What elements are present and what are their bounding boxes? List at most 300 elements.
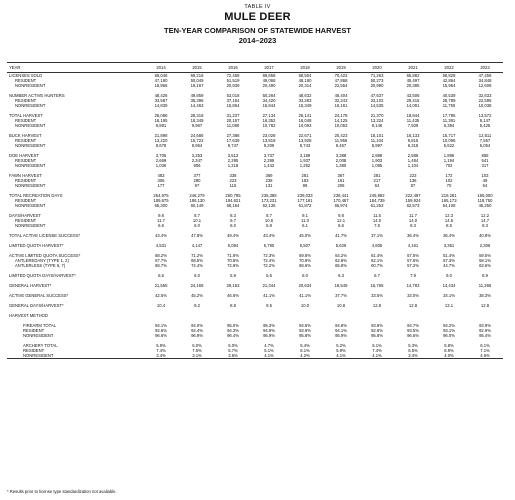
cell-value: 173,231 bbox=[261, 198, 277, 203]
cell-value: 1,036 bbox=[155, 163, 167, 168]
cell-value: 68.7% bbox=[155, 263, 167, 268]
cell-value: 7.4% bbox=[156, 348, 166, 353]
cell-value: 69.8% bbox=[299, 253, 311, 258]
cell-value: 47,180 bbox=[154, 78, 168, 83]
cell-value: 11,750 bbox=[442, 103, 456, 108]
cell-value: 5,084 bbox=[227, 243, 239, 248]
cell-value: 20,157 bbox=[226, 118, 240, 123]
cell-value: 14.0 bbox=[408, 218, 418, 223]
row-label: ACTIVE LIMITED QUOTA SUCCESS* bbox=[9, 253, 81, 258]
row-label: NONRESIDENT bbox=[15, 163, 46, 168]
cell-value: 60,149 bbox=[190, 203, 204, 208]
table-row bbox=[7, 353, 503, 359]
row-label: RESIDENT bbox=[15, 98, 37, 103]
cell-value: 95.9% bbox=[335, 333, 347, 338]
cell-value: 94.7% bbox=[407, 323, 419, 328]
cell-value: 21,344 bbox=[262, 283, 276, 288]
cell-value: 177 bbox=[157, 183, 165, 188]
cell-value: 4.2% bbox=[287, 353, 323, 359]
cell-value: 13,928 bbox=[298, 138, 312, 143]
cell-value: 1,218 bbox=[227, 163, 239, 168]
cell-value: 44.7% bbox=[443, 263, 455, 268]
cell-value: 49,068 bbox=[262, 78, 276, 83]
cell-value: 72,458 bbox=[226, 73, 240, 78]
cell-value: 6.6 bbox=[158, 223, 164, 228]
cell-value: 66,046 bbox=[154, 73, 168, 78]
row-label: NONRESIDENT bbox=[23, 333, 54, 338]
cell-value: 14,535 bbox=[370, 103, 384, 108]
row-label: RESIDENT bbox=[15, 198, 37, 203]
cell-value: 12.2 bbox=[480, 213, 490, 218]
cell-value: 239,033 bbox=[297, 193, 313, 198]
cell-value: 6.5% bbox=[408, 348, 418, 353]
row-label: RESIDENT bbox=[15, 158, 37, 163]
cell-value: 58,828 bbox=[442, 73, 456, 78]
row-label: RESIDENT bbox=[15, 178, 37, 183]
cell-value: 8.5 bbox=[446, 223, 452, 228]
cell-value: 49,859 bbox=[190, 93, 204, 98]
cell-value: 10,053 bbox=[334, 123, 348, 128]
cell-value: 93.9% bbox=[479, 323, 491, 328]
cell-value: 119,750 bbox=[477, 198, 493, 203]
cell-value: 48,404 bbox=[334, 93, 348, 98]
cell-value: 68.2% bbox=[155, 253, 167, 258]
cell-value: 223 bbox=[229, 178, 237, 183]
cell-value: 26,086 bbox=[154, 113, 168, 118]
cell-value: 37.1% bbox=[371, 233, 383, 238]
cell-value: 194,621 bbox=[225, 198, 241, 203]
cell-value: 1,937 bbox=[299, 158, 311, 163]
cell-value: 11.7 bbox=[157, 218, 165, 223]
cell-value: 4,531 bbox=[155, 243, 167, 248]
cell-value: 68,504 bbox=[298, 73, 312, 78]
row-label: NONRESIDENT bbox=[7, 353, 143, 359]
cell-value: 27,386 bbox=[226, 133, 240, 138]
cell-value: 50,264 bbox=[262, 93, 276, 98]
cell-value: 5.9 bbox=[230, 273, 236, 278]
cell-value: 338 bbox=[229, 173, 237, 178]
cell-value: 94.2% bbox=[443, 323, 455, 328]
cell-value: 65.8% bbox=[335, 263, 347, 268]
cell-value: 51,519 bbox=[226, 78, 240, 83]
cell-value: 7.1% bbox=[480, 348, 490, 353]
cell-value: 67.7% bbox=[155, 258, 167, 263]
cell-value: 50,273 bbox=[370, 78, 384, 83]
cell-value: 172 bbox=[445, 173, 453, 178]
cell-value: 34,420 bbox=[262, 98, 276, 103]
cell-value: 12.1 bbox=[336, 218, 346, 223]
year-header: 2022 bbox=[431, 63, 467, 73]
year-header: 2015 bbox=[179, 63, 215, 73]
year-column-header: YEAR bbox=[7, 63, 143, 73]
cell-value: 68.6% bbox=[299, 263, 311, 268]
cell-value: 238 bbox=[265, 178, 273, 183]
cell-value: 92.6% bbox=[371, 328, 383, 333]
cell-value: 24,169 bbox=[190, 283, 204, 288]
cell-value: 14,125 bbox=[334, 118, 348, 123]
cell-value: 16,133 bbox=[406, 133, 420, 138]
cell-value: 97 bbox=[194, 183, 200, 188]
cell-value: 170,467 bbox=[333, 198, 349, 203]
cell-value: 1,896 bbox=[443, 153, 455, 158]
cell-value: 43.4% bbox=[155, 233, 167, 238]
cell-value: 7,509 bbox=[407, 123, 419, 128]
cell-value: 47.8% bbox=[191, 233, 203, 238]
cell-value: 20,634 bbox=[298, 283, 312, 288]
cell-value: 20,423 bbox=[334, 133, 348, 138]
cell-value: 18,866 bbox=[154, 83, 168, 88]
cell-value: 10,093 bbox=[298, 123, 312, 128]
cell-value: 43,506 bbox=[406, 93, 420, 98]
cell-value: 48,632 bbox=[298, 93, 312, 98]
cell-value: 16,048 bbox=[298, 118, 312, 123]
row-label: NONRESIDENT bbox=[15, 143, 46, 148]
cell-value: 4.1% bbox=[359, 353, 395, 359]
cell-value: 1,085 bbox=[371, 163, 383, 168]
cell-value: 254,975 bbox=[153, 193, 169, 198]
row-label: FAWN HARVEST bbox=[9, 173, 42, 178]
cell-value: 4,605 bbox=[371, 243, 383, 248]
cell-value: 42,864 bbox=[442, 78, 456, 83]
cell-value: 2,988 bbox=[371, 153, 383, 158]
cell-value: 94.3% bbox=[227, 328, 239, 333]
row-label: TOTAL ACTIVE LICENSE SUCCESS* bbox=[9, 233, 81, 238]
cell-value: 21,898 bbox=[154, 133, 168, 138]
cell-value: 74.4% bbox=[191, 263, 203, 268]
cell-value: 5.1% bbox=[264, 348, 274, 353]
cell-value: 38.3% bbox=[479, 293, 491, 298]
cell-value: 159,924 bbox=[405, 198, 421, 203]
cell-value: 94.1% bbox=[335, 328, 347, 333]
cell-value: 69,216 bbox=[190, 73, 204, 78]
cell-value: 7.6% bbox=[192, 348, 202, 353]
cell-value: 70.8% bbox=[227, 258, 239, 263]
cell-value: 9.0 bbox=[446, 273, 452, 278]
row-label: DOE HARVEST bbox=[9, 153, 39, 158]
cell-value: 57.3% bbox=[443, 258, 455, 263]
cell-value: 34,848 bbox=[478, 78, 492, 83]
cell-value: 5,790 bbox=[263, 243, 275, 248]
cell-value: 4,147 bbox=[191, 243, 203, 248]
cell-value: 13,220 bbox=[154, 138, 168, 143]
cell-value: 18,101 bbox=[370, 133, 384, 138]
cell-value: 8.8 bbox=[230, 303, 236, 308]
cell-value: 12.3 bbox=[444, 213, 454, 218]
cell-value: 15,717 bbox=[442, 133, 456, 138]
cell-value: 14,783 bbox=[406, 283, 420, 288]
cell-value: 14.7 bbox=[480, 218, 490, 223]
cell-value: 47,868 bbox=[334, 78, 348, 83]
cell-value: 19,167 bbox=[190, 83, 204, 88]
cell-value: 13.1 bbox=[444, 303, 454, 308]
cell-value: 2,586 bbox=[407, 153, 419, 158]
row-label: TOTAL RECREATION DAYS bbox=[9, 193, 63, 198]
cell-value: 24,686 bbox=[190, 133, 204, 138]
cell-value: 11,435 bbox=[406, 118, 420, 123]
cell-value: 235,388 bbox=[261, 193, 277, 198]
year-header: 2017 bbox=[251, 63, 287, 73]
cell-value: 4.1% bbox=[323, 353, 359, 359]
cell-value: 50,049 bbox=[190, 78, 204, 83]
cell-value: 246,279 bbox=[189, 193, 205, 198]
table-number: TABLE IV bbox=[244, 4, 271, 10]
cell-value: 24,178 bbox=[334, 113, 348, 118]
cell-value: 906 bbox=[193, 163, 201, 168]
cell-value: 72.4% bbox=[263, 258, 275, 263]
cell-value: 5.8 bbox=[266, 223, 272, 228]
cell-value: 98 bbox=[302, 183, 308, 188]
cell-value: 69,658 bbox=[262, 73, 276, 78]
row-label: BUCK HARVEST bbox=[9, 133, 42, 138]
cell-value: 5.2% bbox=[336, 343, 346, 348]
cell-value: 57.6% bbox=[407, 258, 419, 263]
row-label: LIMITED QUOTA DAYS/HARVEST* bbox=[9, 273, 76, 278]
cell-value: 72.3% bbox=[263, 253, 275, 258]
cell-value: 70.9% bbox=[299, 258, 311, 263]
row-label: GENERAL DAYS/HARVEST* bbox=[9, 303, 64, 308]
cell-value: 5.4% bbox=[300, 343, 310, 348]
cell-value: 6.1% bbox=[480, 343, 490, 348]
cell-value: 20,314 bbox=[298, 83, 312, 88]
cell-value: 11,080 bbox=[226, 123, 240, 128]
cell-value: 29,415 bbox=[406, 98, 420, 103]
cell-value: 96.6% bbox=[155, 333, 167, 338]
row-label: NONRESIDENT bbox=[15, 83, 46, 88]
harvest-table bbox=[7, 62, 503, 359]
cell-value: 48,190 bbox=[298, 78, 312, 83]
cell-value: 65,300 bbox=[154, 203, 168, 208]
cell-value: 10.1 bbox=[192, 218, 202, 223]
cell-value: 217 bbox=[373, 178, 381, 183]
page-subtitle: TEN-YEAR COMPARISON OF STATEWIDE HARVEST bbox=[164, 26, 351, 35]
cell-value: 92.9% bbox=[479, 328, 491, 333]
cell-value: 7.9 bbox=[410, 273, 416, 278]
cell-value: 72.2% bbox=[263, 263, 275, 268]
cell-value: 281 bbox=[373, 173, 381, 178]
row-label: RESIDENT bbox=[15, 138, 37, 143]
table-header-row bbox=[7, 63, 503, 73]
cell-value: 9,967 bbox=[191, 123, 203, 128]
cell-value: 186,130 bbox=[189, 198, 205, 203]
cell-value: 61,253 bbox=[370, 203, 384, 208]
row-label: GENERAL HARVEST* bbox=[9, 283, 52, 288]
cell-value: 14,463 bbox=[190, 103, 204, 108]
cell-value: 59.5% bbox=[479, 253, 491, 258]
cell-value: 8,147 bbox=[479, 118, 491, 123]
cell-value: 31,237 bbox=[226, 113, 240, 118]
cell-value: 16,352 bbox=[262, 118, 276, 123]
cell-value: 20,939 bbox=[226, 83, 240, 88]
cell-value: 5.9% bbox=[156, 343, 166, 348]
cell-value: 702 bbox=[445, 163, 453, 168]
cell-value: 33,587 bbox=[154, 98, 168, 103]
cell-value: 10,782 bbox=[262, 123, 276, 128]
cell-value: 16,195 bbox=[154, 118, 168, 123]
cell-value: 95.8% bbox=[371, 333, 383, 338]
cell-value: 71.2% bbox=[191, 253, 203, 258]
cell-value: 1,903 bbox=[371, 158, 383, 163]
cell-value: 4.6% bbox=[467, 353, 503, 359]
cell-value: 3,388 bbox=[335, 153, 347, 158]
cell-value: 92.4% bbox=[191, 328, 203, 333]
row-label: LICENSES SOLD bbox=[9, 73, 43, 78]
cell-value: 280 bbox=[193, 178, 201, 183]
cell-value: 33.5% bbox=[371, 293, 383, 298]
cell-value: 49.4% bbox=[227, 233, 239, 238]
cell-value: 27,134 bbox=[262, 113, 276, 118]
cell-value: 41.7% bbox=[335, 233, 347, 238]
cell-value: 71.8% bbox=[227, 253, 239, 258]
cell-value: 93.9% bbox=[299, 328, 311, 333]
cell-value: 377 bbox=[193, 173, 201, 178]
cell-value: 33,283 bbox=[298, 98, 312, 103]
cell-value: 369 bbox=[265, 173, 273, 178]
cell-value: 8,678 bbox=[155, 143, 167, 148]
cell-value: 8,743 bbox=[299, 143, 311, 148]
cell-value: 11.5 bbox=[373, 213, 381, 218]
cell-value: 9.2 bbox=[194, 303, 200, 308]
cell-value: 7.5 bbox=[374, 223, 380, 228]
cell-value: 40,539 bbox=[442, 93, 456, 98]
cell-value: 57.2% bbox=[407, 263, 419, 268]
cell-value: 54,108 bbox=[442, 203, 456, 208]
cell-value: 15,844 bbox=[262, 103, 276, 108]
cell-value: 20,385 bbox=[406, 83, 420, 88]
cell-value: 8,964 bbox=[191, 143, 203, 148]
cell-value: 9,209 bbox=[263, 143, 275, 148]
cell-value: 45,250 bbox=[478, 203, 492, 208]
year-header: 2018 bbox=[287, 63, 323, 73]
cell-value: 9,891 bbox=[155, 123, 167, 128]
cell-value: 5.7% bbox=[228, 348, 238, 353]
cell-value: 47,456 bbox=[478, 73, 492, 78]
row-label: NONRESIDENT bbox=[15, 183, 46, 188]
cell-value: 62,135 bbox=[262, 203, 276, 208]
cell-value: 21,555 bbox=[154, 283, 168, 288]
cell-value: 2,295 bbox=[227, 158, 239, 163]
cell-value: 541 bbox=[481, 158, 489, 163]
cell-value: 245,992 bbox=[369, 193, 385, 198]
cell-value: 6,997 bbox=[371, 143, 383, 148]
cell-value: 206 bbox=[337, 183, 345, 188]
cell-value: 14,434 bbox=[442, 283, 456, 288]
cell-value: 183 bbox=[301, 178, 309, 183]
cell-value: 161 bbox=[337, 178, 345, 183]
cell-value: 7,557 bbox=[479, 138, 491, 143]
cell-value: 28,316 bbox=[190, 113, 204, 118]
cell-value: 41.1% bbox=[299, 293, 311, 298]
cell-value: 5.8% bbox=[444, 343, 454, 348]
cell-value: 18,549 bbox=[334, 283, 348, 288]
cell-value: 6.7 bbox=[374, 273, 380, 278]
cell-value: 28,789 bbox=[442, 98, 456, 103]
cell-value: 23,028 bbox=[262, 133, 276, 138]
row-label: FIREARM TOTAL bbox=[23, 323, 57, 328]
cell-value: 93.9% bbox=[371, 323, 383, 328]
cell-value: 43.4% bbox=[263, 233, 275, 238]
cell-value: 33.0% bbox=[407, 293, 419, 298]
cell-value: 9,747 bbox=[227, 143, 239, 148]
cell-value: 1,194 bbox=[443, 158, 455, 163]
row-label: RESIDENT bbox=[15, 118, 37, 123]
cell-value: 10,095 bbox=[442, 138, 456, 143]
row-label: DAYS/HARVEST bbox=[9, 213, 41, 218]
cell-value: 260,785 bbox=[225, 193, 241, 198]
cell-value: 14.0 bbox=[372, 218, 382, 223]
cell-value: 2,347 bbox=[191, 158, 203, 163]
cell-value: 6.3 bbox=[338, 273, 344, 278]
cell-value: 33,102 bbox=[370, 98, 384, 103]
cell-value: 13,224 bbox=[370, 118, 384, 123]
cell-value: 7.4% bbox=[372, 348, 382, 353]
cell-value: 3.1% bbox=[179, 353, 215, 359]
cell-value: 9.1 bbox=[302, 213, 308, 218]
cell-value: 103 bbox=[481, 173, 489, 178]
cell-value: 2,008 bbox=[335, 158, 347, 163]
cell-value: 42.5% bbox=[155, 293, 167, 298]
cell-value: 87 bbox=[410, 183, 416, 188]
cell-value: 65,882 bbox=[406, 73, 420, 78]
table-body bbox=[7, 73, 503, 359]
row-label: TOTAL HARVEST bbox=[9, 113, 43, 118]
cell-value: 9,815 bbox=[407, 138, 419, 143]
cell-value: 5,622 bbox=[443, 143, 455, 148]
cell-value: 6,394 bbox=[443, 123, 455, 128]
cell-value: 48,426 bbox=[154, 93, 168, 98]
cell-value: 483 bbox=[157, 173, 165, 178]
cell-value: 15,864 bbox=[226, 103, 240, 108]
cell-value: 6.1% bbox=[300, 348, 310, 353]
cell-value: 5.5 bbox=[266, 273, 272, 278]
year-header: 2020 bbox=[359, 63, 395, 73]
cell-value: 71,263 bbox=[370, 73, 384, 78]
cell-value: 3,737 bbox=[263, 153, 275, 158]
cell-value: 3,351 bbox=[443, 243, 455, 248]
cell-value: 66,164 bbox=[226, 203, 240, 208]
cell-value: 115 bbox=[229, 183, 237, 188]
cell-value: 6.6 bbox=[158, 273, 164, 278]
cell-value: 9.5 bbox=[266, 303, 272, 308]
cell-value: 96.0% bbox=[443, 333, 455, 338]
cell-value: 58.1% bbox=[479, 258, 491, 263]
cell-value: 3,705 bbox=[155, 153, 167, 158]
row-label: LIMITED QUOTA HARVEST* bbox=[9, 243, 64, 248]
row-label: NONRESIDENT bbox=[15, 123, 46, 128]
cell-value: 858 bbox=[481, 153, 489, 158]
cell-value: 5,629 bbox=[335, 243, 347, 248]
cell-value: 96.4% bbox=[227, 333, 239, 338]
cell-value: 93.1% bbox=[443, 328, 455, 333]
cell-value: 32,633 bbox=[478, 93, 492, 98]
cell-value: 367 bbox=[337, 173, 345, 178]
cell-value: 189,675 bbox=[153, 198, 169, 203]
cell-value: 51.4% bbox=[443, 253, 455, 258]
cell-value: 22,554 bbox=[334, 83, 348, 88]
cell-value: 65,974 bbox=[334, 203, 348, 208]
cell-value: 10.4 bbox=[156, 303, 166, 308]
cell-value: 16,765 bbox=[370, 283, 384, 288]
cell-value: 219,281 bbox=[441, 193, 457, 198]
cell-value: 5.3% bbox=[408, 343, 418, 348]
year-header: 2019 bbox=[323, 63, 359, 73]
cell-value: 6.1% bbox=[372, 343, 382, 348]
row-label: RESIDENT bbox=[15, 78, 37, 83]
cell-value: 12.8 bbox=[408, 303, 418, 308]
cell-value: 64.2% bbox=[335, 253, 347, 258]
cell-value: 3,253 bbox=[191, 153, 203, 158]
cell-value: 11,104 bbox=[370, 138, 384, 143]
year-header: 2021 bbox=[395, 63, 431, 73]
